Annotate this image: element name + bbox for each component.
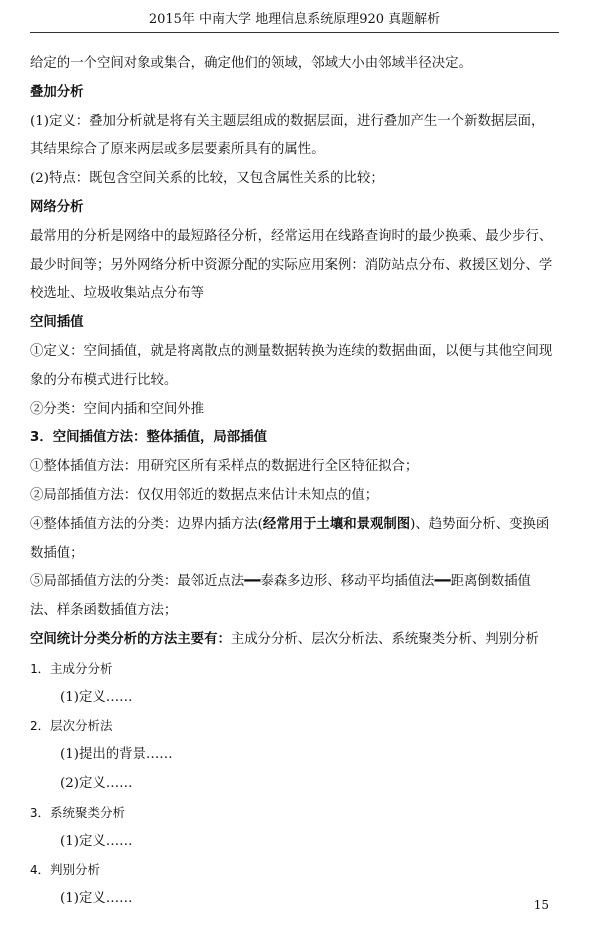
list-item: 3．系统聚类分析 <box>30 804 126 820</box>
list-item: 1．主成分分析 <box>30 660 113 676</box>
list-subitem: (2)定义…… <box>60 775 133 791</box>
text-segment: 主成分分析、层次分析法、系统聚类分析、判别分析 <box>230 631 539 647</box>
paragraph-spatial-stats-methods <box>30 626 555 655</box>
document-body <box>30 50 555 914</box>
page-number: 15 <box>533 898 549 912</box>
list-item: 4．判别分析 <box>30 862 101 878</box>
list-subitem: (1)定义…… <box>60 891 133 907</box>
paragraph-interp-definition: ①定义：空间插值，就是将离散点的测量数据转换为连续的数据曲面，以便与其他空间现象的分布模式进行比较。 <box>30 343 553 388</box>
page-header <box>30 10 559 33</box>
heading-spatial-interpolation: 空间插值 <box>30 315 84 331</box>
paragraph-neighborhood: 给定的一个空间对象或集合，确定他们的领域，邻域大小由邻域半径决定。 <box>30 56 472 71</box>
list-subitem: (1)定义…… <box>60 689 133 705</box>
paragraph-local-interp: ②局部插值方法：仅仅用邻近的数据点来估计未知点的值； <box>30 487 379 503</box>
paragraph-local-interp-classes <box>30 568 555 626</box>
paragraph-global-interp: ①整体插值方法：用研究区所有采样点的数据进行全区特征拟合； <box>30 459 419 475</box>
list-subitem: (1)定义…… <box>60 833 133 849</box>
dash-separator: ━━ <box>244 574 261 590</box>
dash-separator: ━━ <box>434 574 451 590</box>
bold-text: 经常用于土壤和景观制图 <box>262 516 411 532</box>
list-subitem: (1)提出的背景…… <box>60 747 173 763</box>
text-segment: 泰森多边形、移动平均插值法 <box>260 574 435 590</box>
paragraph-overlay-definition: (1)定义：叠加分析就是将有关主题层组成的数据层面，进行叠加产生一个新数据层面，其结果综合了原来两层或多层要素所具有的属性。 <box>30 113 545 158</box>
header-title: 2015年 中南大学 地理信息系统原理920 真题解析 <box>148 12 441 27</box>
text-segment: ⑤局部插值方法的分类：最邻近点法 <box>30 574 245 590</box>
paragraph-global-interp-classes <box>30 511 555 569</box>
bold-text: 空间统计分类分析的方法主要有： <box>30 631 231 647</box>
paragraph-network-analysis: 最常用的分析是网络中的最短路径分析，经常运用在线路查询时的最少换乘、最少步行、最少时间等；另外网络分析中资源分配的实际应用案例：消防站点分布、救援区划分、学校选址、垃圾收集站点分布等 <box>30 228 553 302</box>
heading-overlay-analysis: 叠加分析 <box>30 84 84 100</box>
heading-network-analysis: 网络分析 <box>30 199 84 215</box>
paragraph-interp-classification: ②分类：空间内插和空间外推 <box>30 401 205 417</box>
text-segment: 距离倒数插值法、样条函数插值方法； <box>30 574 531 619</box>
heading-interp-methods: 3．空间插值方法：整体插值，局部插值 <box>30 430 267 446</box>
list-item: 2．层次分析法 <box>30 718 113 734</box>
paragraph-overlay-feature: (2)特点：既包含空间关系的比较，又包含属性关系的比较； <box>30 171 384 187</box>
text-segment: )、趋势面分析、变换函数插值； <box>30 516 550 561</box>
text-segment: ④整体插值方法的分类：边界内插方法( <box>30 516 263 532</box>
